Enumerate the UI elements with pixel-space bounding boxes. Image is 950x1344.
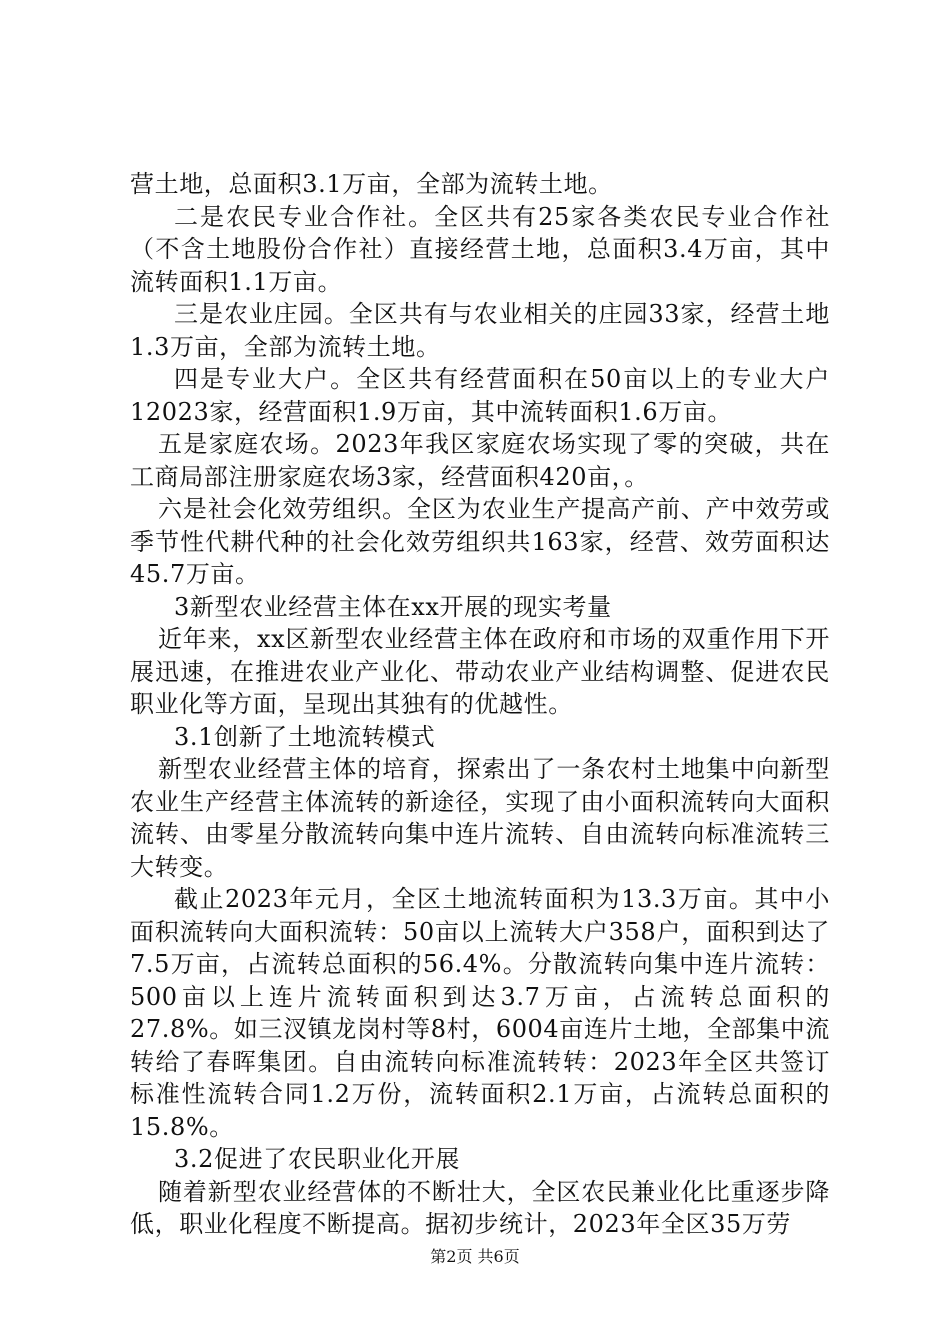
section-heading-3: 3新型农业经营主体在xx开展的现实考量 <box>174 592 612 621</box>
paragraph-large-households: 四是专业大户。全区共有经营面积在50亩以上的专业大户12023家，经营面积1.9万亩，其中流转面积1.6万亩。 <box>130 365 830 426</box>
body-text <box>130 168 830 1241</box>
paragraph-service-orgs: 六是社会化效劳组织。全区为农业生产提高产前、产中效劳或季节性代耕代种的社会化效劳组织共163家，经营、效劳面积达45.7万亩。 <box>130 495 830 588</box>
paragraph-cooperatives: 二是农民专业合作社。全区共有25家各类农民专业合作社（不含土地股份合作社）直接经营土地，总面积3.4万亩，其中流转面积1.1万亩。 <box>130 202 830 296</box>
paragraph-professionalization: 随着新型农业经营体的不断壮大，全区农民兼业化比重逐步降低，职业化程度不断提高。据初步统计，2023年全区35万劳 <box>130 1177 830 1238</box>
paragraph-cultivation: 新型农业经营主体的培育，探索出了一条农村土地集中向新型农业生产经营主体流转的新途径，实现了由小面积流转向大面积流转、由零星分散流转向集中连片流转、自由流转向标准流转三大转变。 <box>130 755 830 881</box>
subheading-3-1: 3.1创新了土地流转模式 <box>174 722 436 751</box>
page-footer: 第2页 共6页 <box>430 1247 520 1266</box>
paragraph-statistics: 截止2023年元月，全区土地流转面积为13.3万亩。其中小面积流转向大面积流转：50亩以上流转大户358户，面积到达了7.5万亩，占流转总面积的56.4%。分散流转向集中连片流转：500亩以上连片流转面积到达3.7万亩，占流转总面积的27.8%。如三汊镇龙岗村等8村，6004亩连片土地，全部集中流转给了春晖集团。自由流转向标准流转转：2023年全区共签订标准性流转合同1.2万份，流转面积2.1万亩，占流转总面积的15.8%。 <box>130 885 830 1141</box>
subheading-3-2: 3.2促进了农民职业化开展 <box>174 1145 460 1173</box>
paragraph-recent-years: 近年来，xx区新型农业经营主体在政府和市场的双重作用下开展迅速，在推进农业产业化、带动农业产业结构调整、促进农民职业化等方面，呈现出其独有的优越性。 <box>130 625 830 718</box>
paragraph-manors: 三是农业庄园。全区共有与农业相关的庄园33家，经营土地1.3万亩，全部为流转土地。 <box>130 300 830 361</box>
paragraph-continuation: 营土地，总面积3.1万亩，全部为流转土地。 <box>130 170 613 198</box>
paragraph-family-farms: 五是家庭农场。2023年我区家庭农场实现了零的突破，共在工商局部注册家庭农场3家，经营面积420亩，。 <box>130 430 830 491</box>
